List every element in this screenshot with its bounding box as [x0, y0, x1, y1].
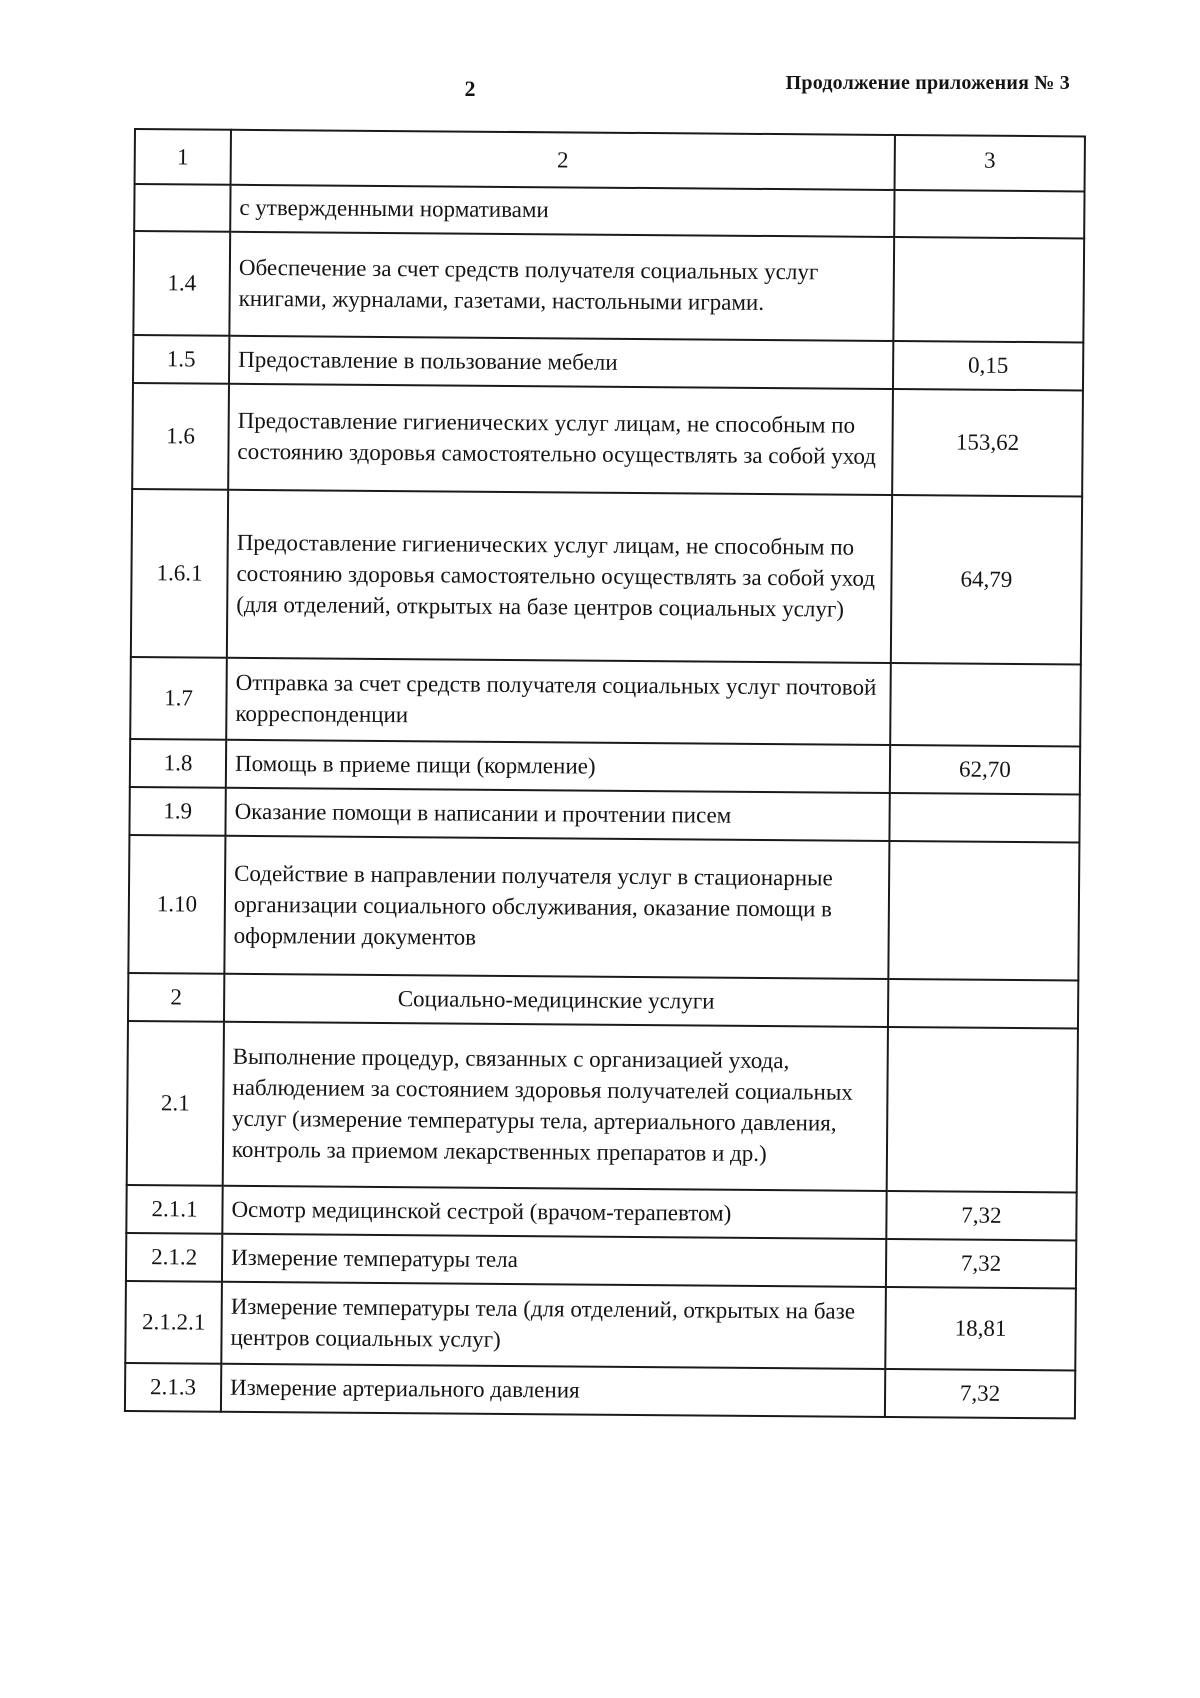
row-service-cell: Предоставление гигиенических услуг лицам, не способным по состоянию здоровья самостоятельно осуществлять за собой уход (для отделений, открытых на базе центров социальных услуг) [227, 490, 892, 663]
table-row [126, 1185, 1076, 1240]
table-header-row [135, 129, 1085, 191]
table-row [134, 184, 1084, 238]
row-number-cell: 1.6 [132, 383, 229, 490]
table-row [127, 1021, 1078, 1192]
row-value-cell: 62,70 [890, 745, 1080, 794]
row-value-cell [887, 1027, 1078, 1192]
appendix-continuation-label: Продолжение приложения № 3 [785, 72, 1070, 94]
row-service-cell: Предоставление в пользование мебели [229, 336, 893, 389]
row-number-cell [134, 184, 230, 232]
row-service-cell: Измерение температуры тела (для отделений, открытых на базе центров социальных услуг) [221, 1282, 886, 1369]
row-value-cell [888, 841, 1079, 980]
row-value-cell [894, 190, 1084, 238]
row-value-cell: 64,79 [891, 495, 1082, 664]
row-service-cell: Осмотр медицинской сестрой (врачом-терапевтом) [222, 1186, 886, 1239]
row-number-cell: 1.6.1 [131, 489, 228, 658]
table-row [130, 739, 1080, 794]
row-number-cell: 2.1.2.1 [125, 1281, 222, 1364]
row-number-cell: 1.8 [130, 739, 226, 788]
table-row [131, 489, 1082, 664]
row-number-cell: 2.1.2 [126, 1233, 222, 1282]
page-number: 2 [464, 76, 476, 101]
row-value-cell [893, 237, 1084, 342]
row-value-cell: 153,62 [892, 389, 1083, 496]
row-service-cell: Выполнение процедур, связанных с организацией ухода, наблюдением за состоянием здоровья получателей социальных услуг (измерение температуры тела, артериального давления, контроль за приемом лекарственных препаратов и др.) [223, 1022, 888, 1191]
row-service-cell: с утвержденными нормативами [230, 185, 894, 237]
row-value-cell [888, 979, 1078, 1028]
services-table-body [125, 129, 1085, 1418]
row-number-cell: 1.9 [129, 787, 225, 836]
header-col-3: 3 [895, 135, 1085, 191]
row-service-cell: Содействие в направлении получателя услуг в стационарные организации социального обслуживания, оказание помощи в оформлении документов [224, 836, 889, 979]
table-row [132, 383, 1083, 496]
row-number-cell: 2.1.1 [126, 1185, 222, 1234]
table-row [133, 335, 1083, 390]
row-service-cell: Социально-медицинские услуги [224, 974, 888, 1027]
row-service-cell: Предоставление гигиенических услуг лицам, не способным по состоянию здоровья самостоятельно осуществлять за собой уход [228, 384, 893, 495]
row-value-cell: 7,32 [886, 1239, 1076, 1288]
row-number-cell: 2.1 [127, 1021, 224, 1186]
row-value-cell [890, 663, 1081, 746]
table-row [125, 1281, 1076, 1370]
row-number-cell: 1.5 [133, 335, 229, 384]
row-service-cell: Оказание помощи в написании и прочтении писем [225, 788, 889, 841]
services-table [124, 128, 1086, 1419]
table-row [125, 1363, 1075, 1418]
table-row [130, 657, 1081, 746]
table-row [128, 835, 1079, 980]
row-service-cell: Обеспечение за счет средств получателя социальных услуг книгами, журналами, газетами, настольными играми. [229, 232, 894, 341]
table-row [133, 231, 1084, 342]
table-row [128, 973, 1078, 1028]
table-row [129, 787, 1079, 842]
row-service-cell: Измерение артериального давления [221, 1364, 885, 1417]
row-service-cell: Отправка за счет средств получателя социальных услуг почтовой корреспонденции [226, 658, 891, 745]
row-number-cell: 1.4 [133, 231, 230, 336]
row-service-cell: Помощь в приеме пищи (кормление) [226, 740, 890, 793]
row-number-cell: 1.10 [128, 835, 225, 974]
row-value-cell: 18,81 [885, 1287, 1076, 1370]
row-number-cell: 2.1.3 [125, 1363, 221, 1412]
header-col-2: 2 [231, 130, 895, 190]
row-value-cell: 7,32 [886, 1191, 1076, 1240]
row-number-cell: 1.7 [130, 657, 227, 740]
table-row [126, 1233, 1076, 1288]
row-number-cell: 2 [128, 973, 224, 1022]
row-value-cell [889, 793, 1079, 842]
row-service-cell: Измерение температуры тела [222, 1234, 886, 1287]
header-col-1: 1 [135, 129, 231, 185]
row-value-cell: 0,15 [893, 341, 1083, 390]
row-value-cell: 7,32 [885, 1369, 1075, 1418]
